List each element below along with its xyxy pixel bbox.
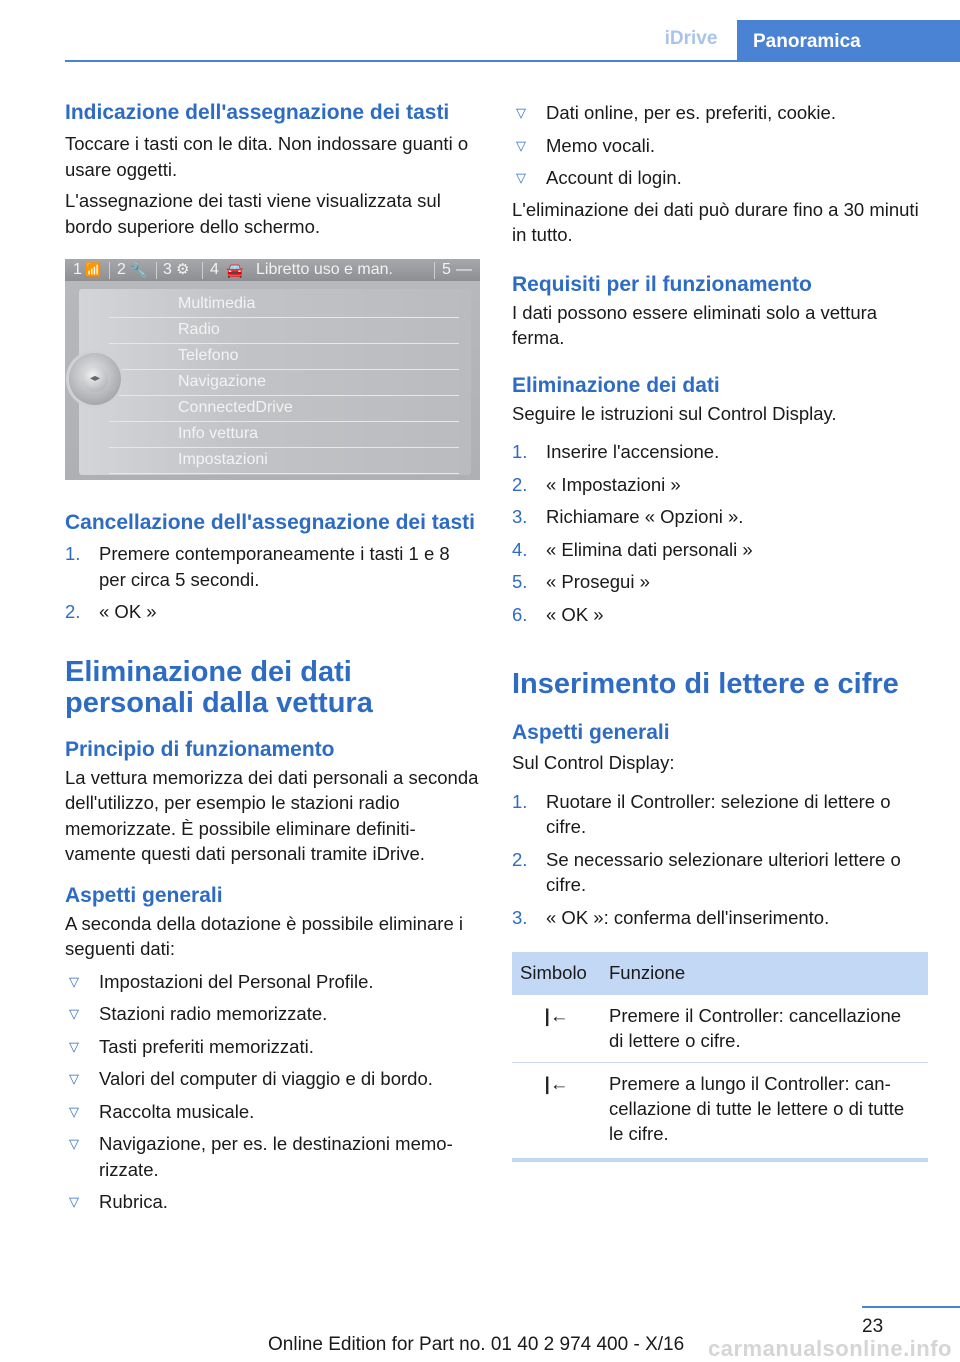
heading-general-aspects: Aspetti generali <box>65 883 223 907</box>
menu-item-navigazione: Navigazione <box>178 373 267 390</box>
screen-key-3: 3 <box>163 261 172 278</box>
list-item: 2. Se necessario selezionare ulteriori lettere o cifre. <box>512 848 901 895</box>
list-item: ▽ Navigazione, per es. le destinazioni memorizzate. <box>69 1133 453 1180</box>
list-item: 3. Richiamare « Opzioni ». <box>512 506 744 527</box>
heading-delete-personal-data: Eliminazione dei dati personali dalla vettura <box>65 655 373 719</box>
screen-key-5: 5 <box>442 261 451 278</box>
list-item: ▽ Account di login. <box>516 167 682 188</box>
table-row <box>512 995 928 1063</box>
car-icon: 🚘 <box>226 262 244 278</box>
controller-knob-icon: ◂▸ <box>69 353 121 405</box>
list-item: 6. « OK » <box>512 603 604 625</box>
heading-key-assignment: Indicazione dell'assegnazione dei tasti <box>65 101 450 124</box>
list-item: 2. « OK » <box>65 601 157 622</box>
watermark: carmanualsonline.info <box>708 1336 952 1361</box>
list-item: 1. Inserire l'accensione. <box>512 441 720 462</box>
gear-icon: ⚙ <box>176 261 190 278</box>
list-item: 1. Premere contemporaneamente i tasti 1 e 8 per circa 5 secondi. <box>65 543 450 590</box>
input-steps-list <box>512 789 928 931</box>
paragraph-duration: L'eliminazione dei dati può durare fino a 30 minuti in tutto. <box>512 198 919 245</box>
paragraph-touch-keys: Toccare i tasti con le dita. Non indossare guanti o usare oggetti. <box>65 133 469 180</box>
idrive-menu-screenshot <box>65 259 480 480</box>
table-header-function: Funzione <box>601 952 928 995</box>
menu-item-telefono: Telefono <box>178 347 239 364</box>
screen-key-2: 2 <box>117 261 126 278</box>
heading-letters-digits-input: Inserimento di lettere e cifre <box>512 668 899 700</box>
header-rule <box>65 60 960 62</box>
cancel-steps-list <box>65 541 480 625</box>
list-item: ▽ Dati online, per es. preferiti, cookie. <box>516 102 836 123</box>
footer-rule <box>862 1306 960 1308</box>
paragraph-assignment-display: L'assegnazione dei tasti viene visualizzata sul bordo superiore dello schermo. <box>65 190 441 237</box>
list-item: 2. « Impostazioni » <box>512 473 681 495</box>
wrench-icon: 🔧 <box>130 262 148 278</box>
list-item: 5. « Prosegui » <box>512 571 650 592</box>
header-section-idrive: iDrive <box>664 28 718 49</box>
paragraph-control-display: Sul Control Display: <box>512 752 675 773</box>
backspace-arrow-icon: |← <box>512 1063 601 1161</box>
screen-key-bar <box>65 259 480 281</box>
edition-note: Online Edition for Part no. 01 40 2 974 400 - X/16 <box>268 1334 685 1355</box>
table-cell-function: Premere a lungo il Controller: cancellazione di tutte le lettere o di tutte le cifre. <box>601 1063 928 1161</box>
heading-cancel-assignment: Cancellazione dell'assegnazione dei tasti <box>65 511 475 534</box>
right-column <box>512 100 928 1162</box>
menu-item-connecteddrive: ConnectedDrive <box>178 399 293 416</box>
list-item: 3. « OK »: conferma dell'inserimento. <box>512 906 830 928</box>
heading-requirements: Requisiti per il funzionamento <box>512 272 812 296</box>
screen-key-4-label: Libretto uso e man. <box>256 261 393 278</box>
delete-steps-list <box>512 439 928 627</box>
list-item: ▽ Raccolta musicale. <box>69 1100 255 1122</box>
table-row <box>512 1063 928 1161</box>
table-header-row <box>512 952 928 995</box>
phone-signal-icon: 📶 <box>85 262 102 277</box>
list-item: ▽ Memo vocali. <box>516 134 655 156</box>
symbol-function-table <box>512 952 928 1162</box>
deletable-data-list <box>65 969 480 1215</box>
menu-item-impostazioni: Impostazioni <box>178 451 268 468</box>
list-item: 4. « Elimina dati personali » <box>512 538 753 560</box>
deletable-data-list-continued <box>512 100 928 191</box>
list-item: 1. Ruotare il Controller: selezione di lettere o cifre. <box>512 790 891 837</box>
heading-principle: Principio di funzionamento <box>65 737 335 761</box>
screen-menu-panel <box>79 289 471 475</box>
list-item: ▽ Tasti preferiti memorizzati. <box>69 1035 314 1057</box>
menu-item-radio: Radio <box>178 321 220 338</box>
screen-key-1: 1 <box>73 261 82 278</box>
menu-item-info-vettura: Info vettura <box>178 425 259 442</box>
table-header-symbol: Simbolo <box>512 952 601 995</box>
backspace-arrow-icon: |← <box>512 995 601 1063</box>
list-item: ▽ Stazioni radio memorizzate. <box>69 1003 328 1024</box>
paragraph-requirements: I dati possono essere eliminati solo a vettura ferma. <box>512 301 878 348</box>
heading-general-aspects-2: Aspetti generali <box>512 721 670 744</box>
paragraph-delete-data: Seguire le istruzioni sul Control Display. <box>512 402 837 424</box>
heading-delete-data: Eliminazione dei dati <box>512 373 720 397</box>
paragraph-principle: La vettura memorizza dei dati personali a seconda dell'utilizzo, per esempio le stazioni radio memorizzate. È possibile eliminare definitivamente questi dati personali tramite iDrive. <box>65 766 479 864</box>
menu-item-multimedia: Multimedia <box>178 295 256 312</box>
table-cell-function: Premere il Controller: cancellazione di lettere o cifre. <box>601 995 928 1063</box>
list-item: ▽ Valori del computer di viaggio e di bordo. <box>69 1068 433 1089</box>
header-section-panoramica: Panoramica <box>737 20 960 62</box>
dash-icon: — <box>456 261 472 278</box>
paragraph-general: A seconda della dotazione è possibile eliminare i seguenti dati: <box>65 912 464 959</box>
page-number: 23 <box>862 1316 884 1337</box>
screen-key-4: 4 <box>210 261 219 278</box>
list-item: ▽ Impostazioni del Personal Profile. <box>69 970 374 992</box>
list-item: ▽ Rubrica. <box>69 1191 168 1212</box>
left-column <box>65 100 480 1215</box>
